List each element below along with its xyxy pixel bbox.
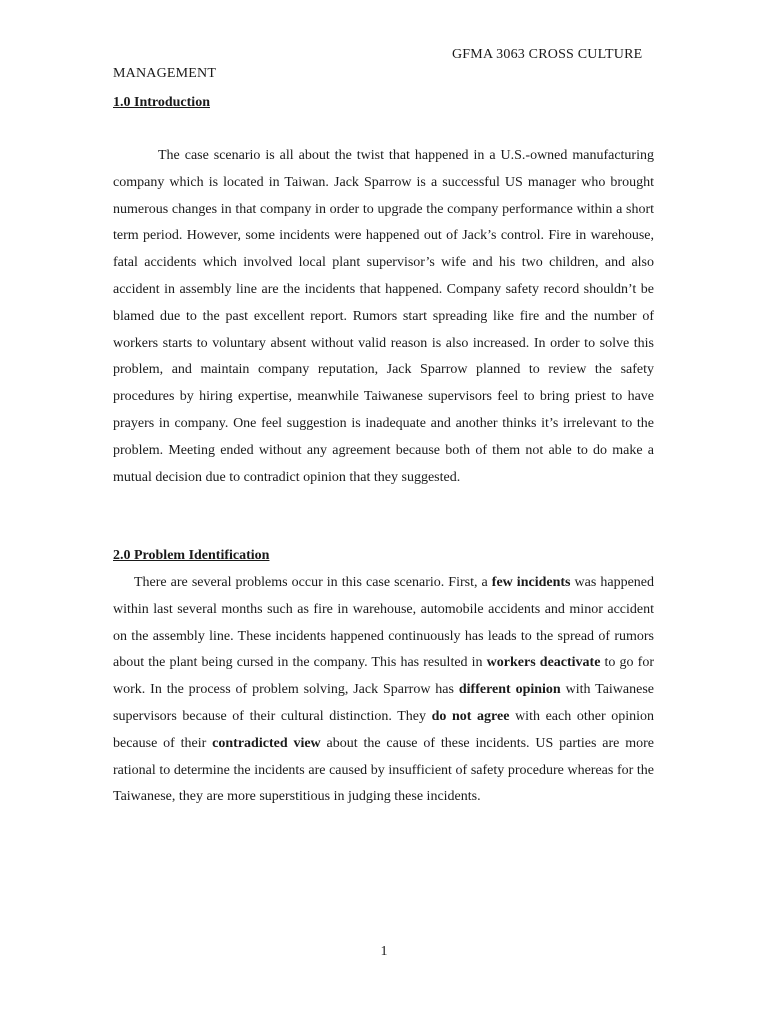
- paragraph-segment: with Taiwanese supervisors because of their cultural distinction. They: [113, 682, 654, 724]
- paragraph-segment: was happened within last several months such as fire in warehouse, automobile accidents and minor accident on the assembly line. These incidents happened continuously has leads to the spread of rumors about the plant being cursed in the company. This has resulted in: [113, 575, 654, 671]
- paragraph-segment: to go for work. In the process of problem solving, Jack Sparrow has: [113, 655, 654, 698]
- header-course-continuation: MANAGEMENT: [113, 66, 217, 81]
- page-number: [0, 944, 768, 960]
- problem-identification-paragraph: [113, 570, 654, 811]
- paragraph-segment: There are several problems occur in this case scenario. First, a: [134, 575, 492, 590]
- section-heading-introduction: 1.0 Introduction: [113, 95, 210, 110]
- bold-phrase: workers deactivate: [486, 655, 601, 671]
- introduction-paragraph: The case scenario is all about the twist that happened in a U.S.-owned manufacturing company which is located in Taiwan. Jack Sparrow is a successful US manager who brought numerous changes in that company in order to upgrade the company performance within a short term period. However, some incidents were happened out of Jack’s control. Fire in warehouse, fatal accidents which involved local plant supervisor’s wife and his two children, and also accident in assembly line are the incidents that happened. Company safety record shouldn’t be blamed due to the past excellent report. Rumors start spreading like fire and the number of workers starts to voluntary absent without valid reason is also increased. In order to solve this problem, and maintain company reputation, Jack Sparrow planned to review the safety procedures by hiring expertise, meanwhile Taiwanese supervisors feel to bring priest to have prayers in company. One feel suggestion is inadequate and another thinks it’s irrelevant to the problem. Meeting ended without any agreement because both of them not able to do make a mutual decision due to contradict opinion that they suggested.: [113, 148, 654, 485]
- section-heading-problem-identification: 2.0 Problem Identification: [113, 548, 270, 563]
- bold-phrase: few incidents: [491, 575, 571, 590]
- bold-phrase: contradicted view: [212, 735, 321, 751]
- paragraph-segment: about the cause of these incidents. US parties are more rational to determine the incidents are caused by insufficient of safety procedure whereas for the Taiwanese, they are more superstitious in judging these incidents.: [113, 735, 654, 805]
- header-course-code: GFMA 3063 CROSS CULTURE: [452, 47, 643, 62]
- bold-phrase: do not agree: [431, 708, 510, 724]
- paragraph-segment: with each other opinion because of their: [113, 708, 654, 751]
- page-number-text: 1: [380, 944, 388, 959]
- bold-phrase: different opinion: [458, 682, 561, 698]
